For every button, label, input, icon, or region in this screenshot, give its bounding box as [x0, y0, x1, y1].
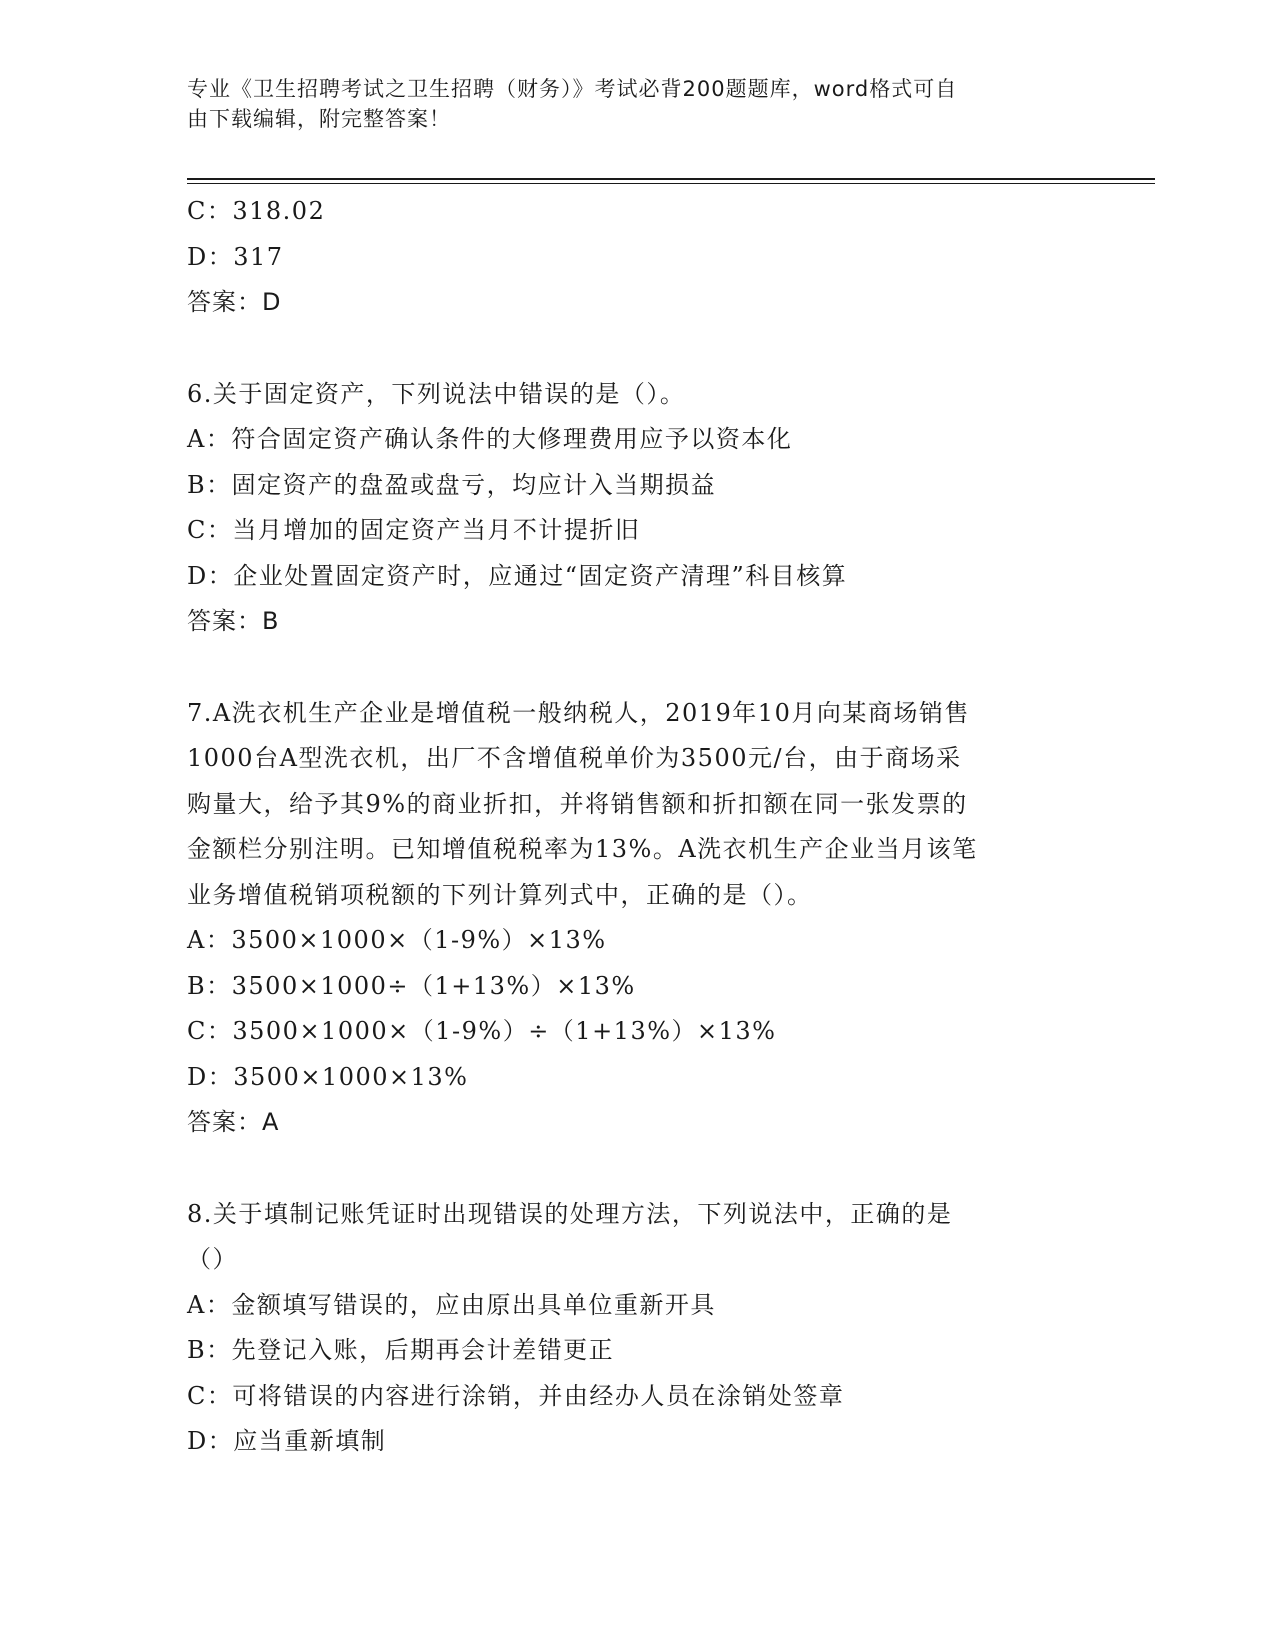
answer-line: 答案：A: [187, 1108, 280, 1136]
option-c: C：当月增加的固定资产当月不计提折旧: [187, 516, 641, 544]
option-d: D：应当重新填制: [187, 1427, 387, 1455]
option-c: C：3500×1000×（1-9%）÷（1+13%）×13%: [187, 1017, 777, 1045]
option-c: C：318.02: [187, 197, 326, 225]
spacer: [187, 326, 1087, 372]
option-c: C：可将错误的内容进行涂销，并由经办人员在涂销处签章: [187, 1381, 845, 1410]
question-7: [187, 691, 1087, 1146]
question-stem-line: 8.关于填制记账凭证时出现错误的处理方法，下列说法中，正确的是: [187, 1199, 953, 1228]
question-stem-line: （）: [187, 1245, 238, 1273]
option-d: D：企业处置固定资产时，应通过“固定资产清理”科目核算: [187, 561, 848, 590]
question-8: [187, 1192, 1087, 1465]
question-stem: 6.关于固定资产，下列说法中错误的是（）。: [187, 379, 686, 408]
answer-line: 答案：D: [187, 288, 282, 316]
option-a: A：金额填写错误的，应由原出具单位重新开具: [187, 1290, 716, 1319]
question-stem-line: 购量大，给予其9%的商业折扣，并将销售额和折扣额在同一张发票的: [187, 789, 968, 818]
question-6: [187, 372, 1087, 645]
header-line-2: 由下载编辑，附完整答案！: [187, 107, 451, 131]
option-d: D：317: [187, 242, 284, 271]
question-stem-line: 1000台A型洗衣机，出厂不含增值税单价为3500元/台，由于商场采: [187, 744, 962, 772]
document-header: [187, 74, 1087, 134]
spacer: [187, 645, 1087, 691]
answer-line: 答案：B: [187, 607, 280, 635]
question-stem-line: 业务增值税销项税额的下列计算列式中，正确的是（）。: [187, 880, 813, 909]
spacer: [187, 1146, 1087, 1192]
option-b: B：3500×1000÷（1+13%）×13%: [187, 971, 636, 1000]
document-body: [187, 189, 1087, 1465]
option-b: B：先登记入账，后期再会计差错更正: [187, 1336, 615, 1364]
header-line-1: 专业《卫生招聘考试之卫生招聘（财务）》考试必背200题题库，word格式可自: [187, 77, 958, 101]
question-5: [187, 189, 1087, 326]
option-d: D：3500×1000×13%: [187, 1062, 469, 1091]
question-stem-line: 7.A洗衣机生产企业是增值税一般纳税人，2019年10月向某商场销售: [187, 698, 970, 727]
option-a: A：3500×1000×（1-9%）×13%: [187, 926, 607, 954]
header-rule-thin: [187, 183, 1155, 184]
option-b: B：固定资产的盘盈或盘亏，均应计入当期损益: [187, 470, 717, 499]
header-rule-thick: [187, 178, 1155, 180]
option-a: A：符合固定资产确认条件的大修理费用应予以资本化: [187, 425, 793, 453]
question-stem-line: 金额栏分别注明。已知增值税税率为13%。A洗衣机生产企业当月该笔: [187, 835, 978, 863]
